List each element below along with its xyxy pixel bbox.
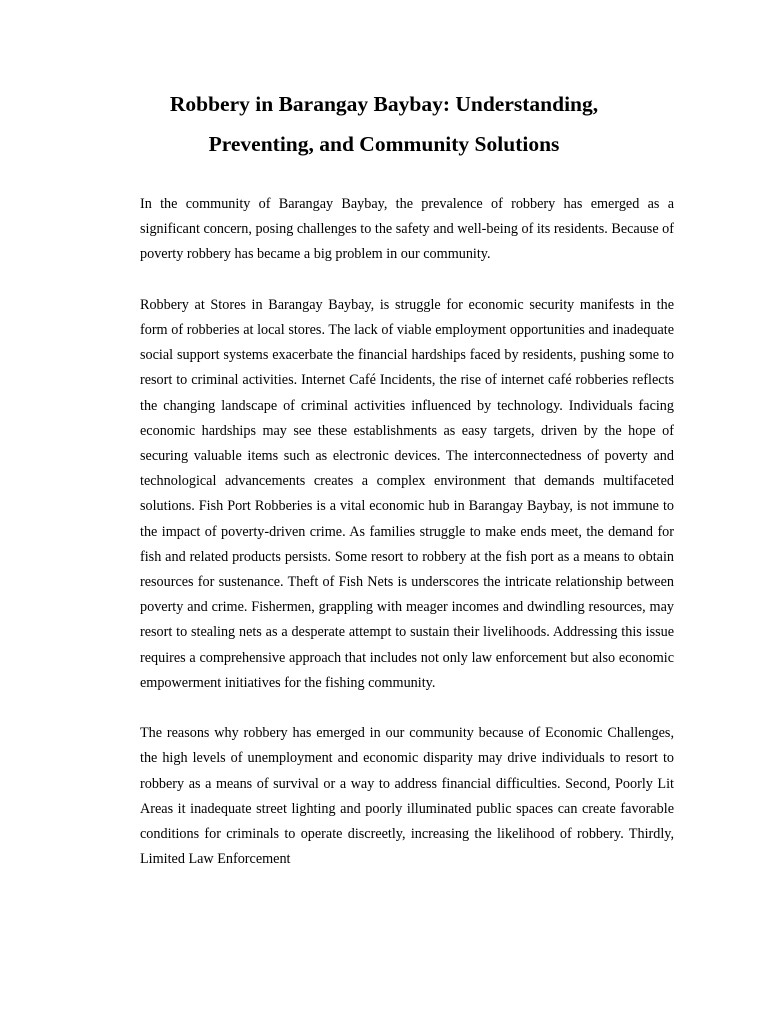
title-line-2: Preventing, and Community Solutions	[208, 132, 560, 156]
paragraph-intro: In the community of Barangay Baybay, the prevalence of robbery has emerged as a significant concern, posing challenges to the safety and well-being of its residents. Because of poverty robbery has became a big problem in our community.	[140, 196, 674, 263]
paragraph-reasons: The reasons why robbery has emerged in our community because of Economic Challenges, the high levels of unemployment and economic disparity may drive individuals to resort to robbery as a means of survival or a way to address financial difficulties. Second, Poorly Lit Areas it inadequate street lighting and poorly illuminated public spaces can create favorable conditions for criminals to operate discreetly, increasing the likelihood of robbery. Thirdly, Limited Law Enforcement	[140, 725, 674, 868]
paragraph-robbery-types: Robbery at Stores in Barangay Baybay, is struggle for economic security manifests in the form of robberies at local stores. The lack of viable employment opportunities and inadequate social support systems exacerbate the financial hardships faced by residents, pushing some to resort to criminal activities. Internet Café Incidents, the rise of internet café robberies reflects the changing landscape of criminal activities influenced by technology. Individuals facing economic hardships may see these establishments as easy targets, driven by the hope of securing valuable items such as electronic devices. The interconnectedness of poverty and technological advancements creates a complex environment that demands multifaceted solutions. Fish Port Robberies is a vital economic hub in Barangay Baybay, is not immune to the impact of poverty-driven crime. As families struggle to make ends meet, the demand for fish and related products persists. Some resort to robbery at the fish port as a means to obtain resources for sustenance. Theft of Fish Nets is underscores the intricate relationship between poverty and crime. Fishermen, grappling with meager incomes and dwindling resources, may resort to stealing nets as a desperate attempt to sustain their livelihoods. Addressing this issue requires a comprehensive approach that includes not only law enforcement but also economic empowerment initiatives for the fishing community.	[140, 296, 674, 691]
document-title	[100, 84, 668, 164]
document-body	[140, 192, 674, 898]
title-line-1: Robbery in Barangay Baybay: Understanding,	[169, 92, 599, 116]
